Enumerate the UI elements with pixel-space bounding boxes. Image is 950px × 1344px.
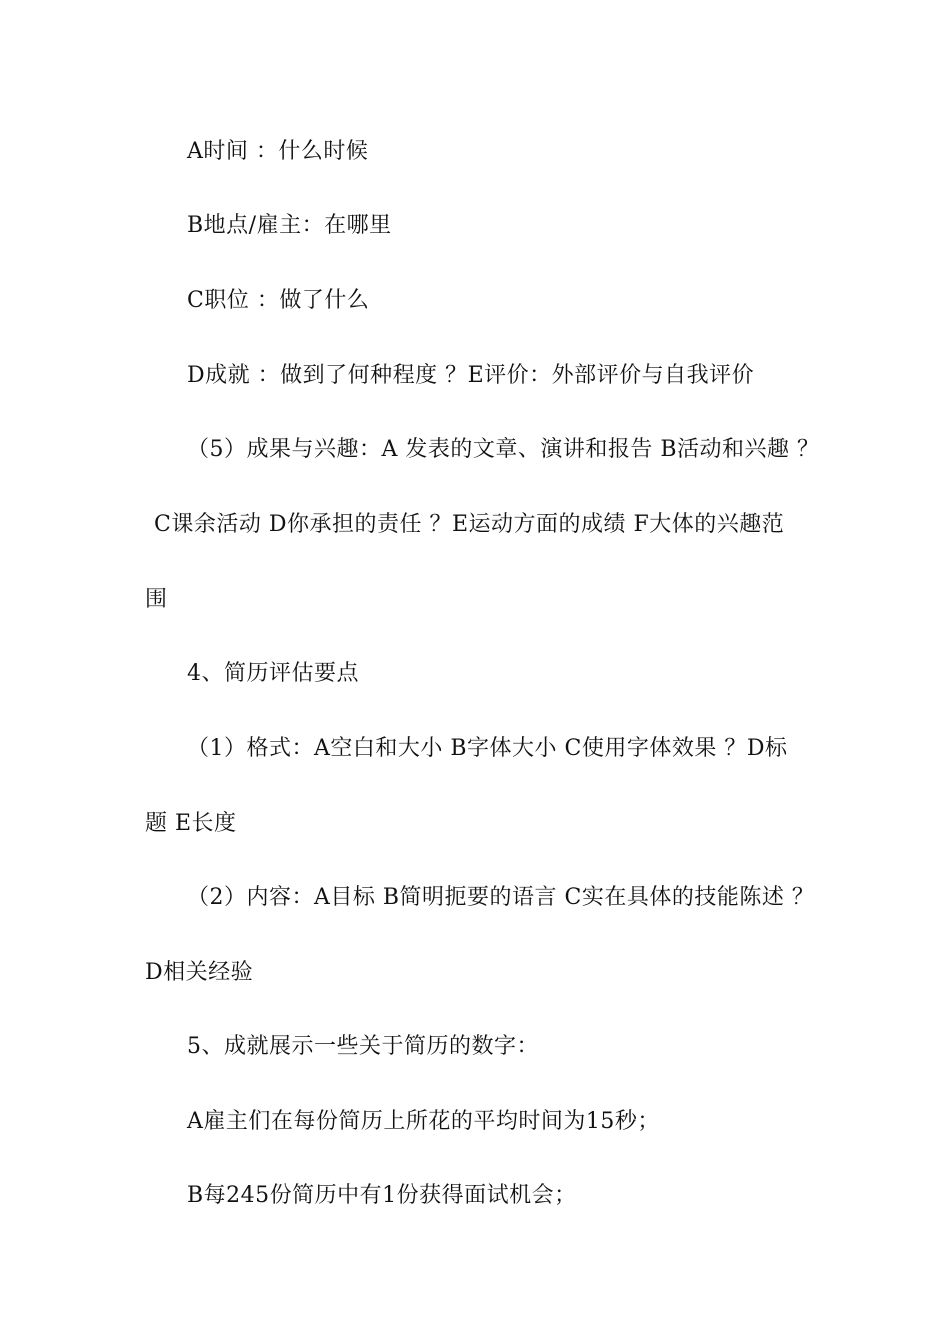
format-points-line-2: 题 E长度 <box>145 811 237 836</box>
results-interests-line-2: C课余活动 D你承担的责任 ？E运动方面的成绩 F大体的兴趣范 <box>154 512 785 537</box>
section-heading-numbers: 5、成就展示一些关于简历的数字： <box>187 1034 539 1059</box>
resume-item-location: B地点/雇主：在哪里 <box>187 213 392 238</box>
content-points-line-1: （2）内容：A目标 B简明扼要的语言 C实在具体的技能陈述 ？ <box>187 885 815 910</box>
results-interests-line-3: 围 <box>145 587 168 612</box>
section-heading-evaluation: 4、简历评估要点 <box>187 661 359 686</box>
resume-item-time: A时间 ：什么时候 <box>187 139 369 164</box>
format-points-line-1: （1）格式：A空白和大小 B字体大小 C使用字体效果 ？D标 <box>187 736 788 761</box>
resume-item-position: C职位 ：做了什么 <box>187 288 370 313</box>
resume-fact-1: A雇主们在每份简历上所花的平均时间为15秒； <box>187 1109 660 1134</box>
resume-item-achievement: D成就 ：做到了何种程度 ？E评价：外部评价与自我评价 <box>187 363 755 388</box>
resume-fact-2: B每245份简历中有1份获得面试机会； <box>187 1183 577 1208</box>
results-interests-line-1: （5）成果与兴趣：A 发表的文章、演讲和报告 B活动和兴趣 ？ <box>187 437 820 462</box>
content-points-line-2: D相关经验 <box>145 960 254 985</box>
